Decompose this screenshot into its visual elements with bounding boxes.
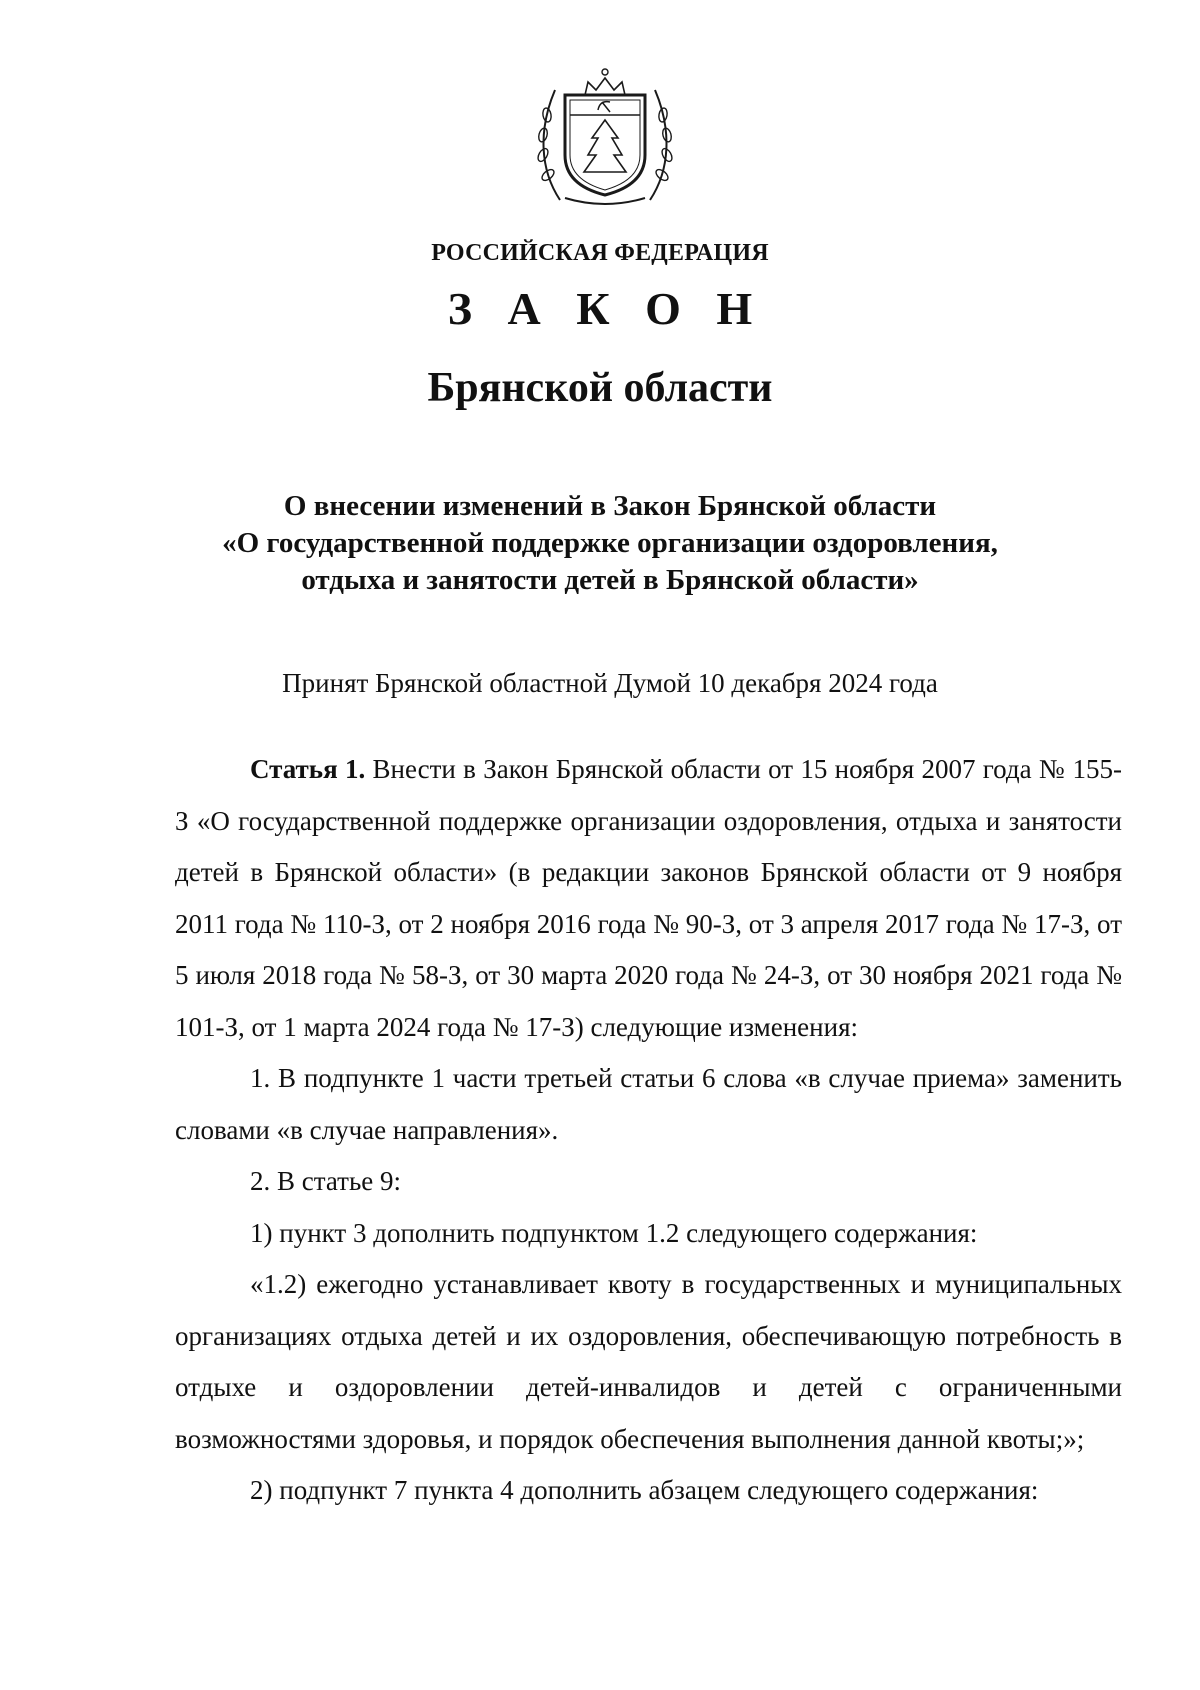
subitem-2-paragraph: 2) подпункт 7 пункта 4 дополнить абзацем следующего содержания: [250, 1475, 1039, 1505]
country-heading: РОССИЙСКАЯ ФЕДЕРАЦИЯ [431, 240, 769, 266]
coat-of-arms-icon [530, 60, 680, 210]
adoption-note: Принят Брянской областной Думой 10 декабря 2024 года [282, 668, 938, 698]
law-title-line: отдыха и занятости детей в Брянской области» [301, 564, 919, 596]
law-title-line: «О государственной поддержке организации оздоровления, [222, 527, 998, 559]
item-1-paragraph: 1. В подпункте 1 части третьей статьи 6 слова «в случае приема» заменить словами «в случае направления». [175, 1063, 1122, 1145]
law-title [150, 488, 1070, 599]
item-2-paragraph: 2. В статье 9: [250, 1166, 402, 1196]
article-1-paragraph [175, 744, 1122, 1053]
subitem-1-paragraph: 1) пункт 3 дополнить подпунктом 1.2 следующего содержания: [250, 1217, 978, 1248]
article-1-label: Статья 1. [250, 754, 366, 784]
region-heading: Брянской области [427, 365, 773, 411]
law-heading: З А К О Н [447, 283, 765, 334]
quoted-subitem-paragraph: «1.2) ежегодно устанавливает квоту в государственных и муниципальных организациях отдыха детей и их оздоровления, обеспечивающую потребность в отдыхе и оздоровлении детей-инвалидов и детей с ограниченными возможностями здоровья, и порядок обеспечения выполнения данной квоты;»; [175, 1269, 1122, 1454]
article-1-text: Внести в Закон Брянской области от 15 ноября 2007 года № 155-З «О государственной поддержке организации оздоровления, отдыха и занятости детей в Брянской области» (в редакции законов Брянской области от 9 ноября 2011 года № 110-З, от 2 ноября 2016 года № 90-З, от 3 апреля 2017 года № 17-З, от 5 июля 2018 года № 58-З, от 30 марта 2020 года № 24-З, от 30 ноября 2021 года № 101-З, от 1 марта 2024 года № 17-З) следующие изменения: [175, 754, 1122, 1042]
law-title-line: О внесении изменений в Закон Брянской области [283, 490, 937, 522]
law-body [175, 744, 1122, 1517]
